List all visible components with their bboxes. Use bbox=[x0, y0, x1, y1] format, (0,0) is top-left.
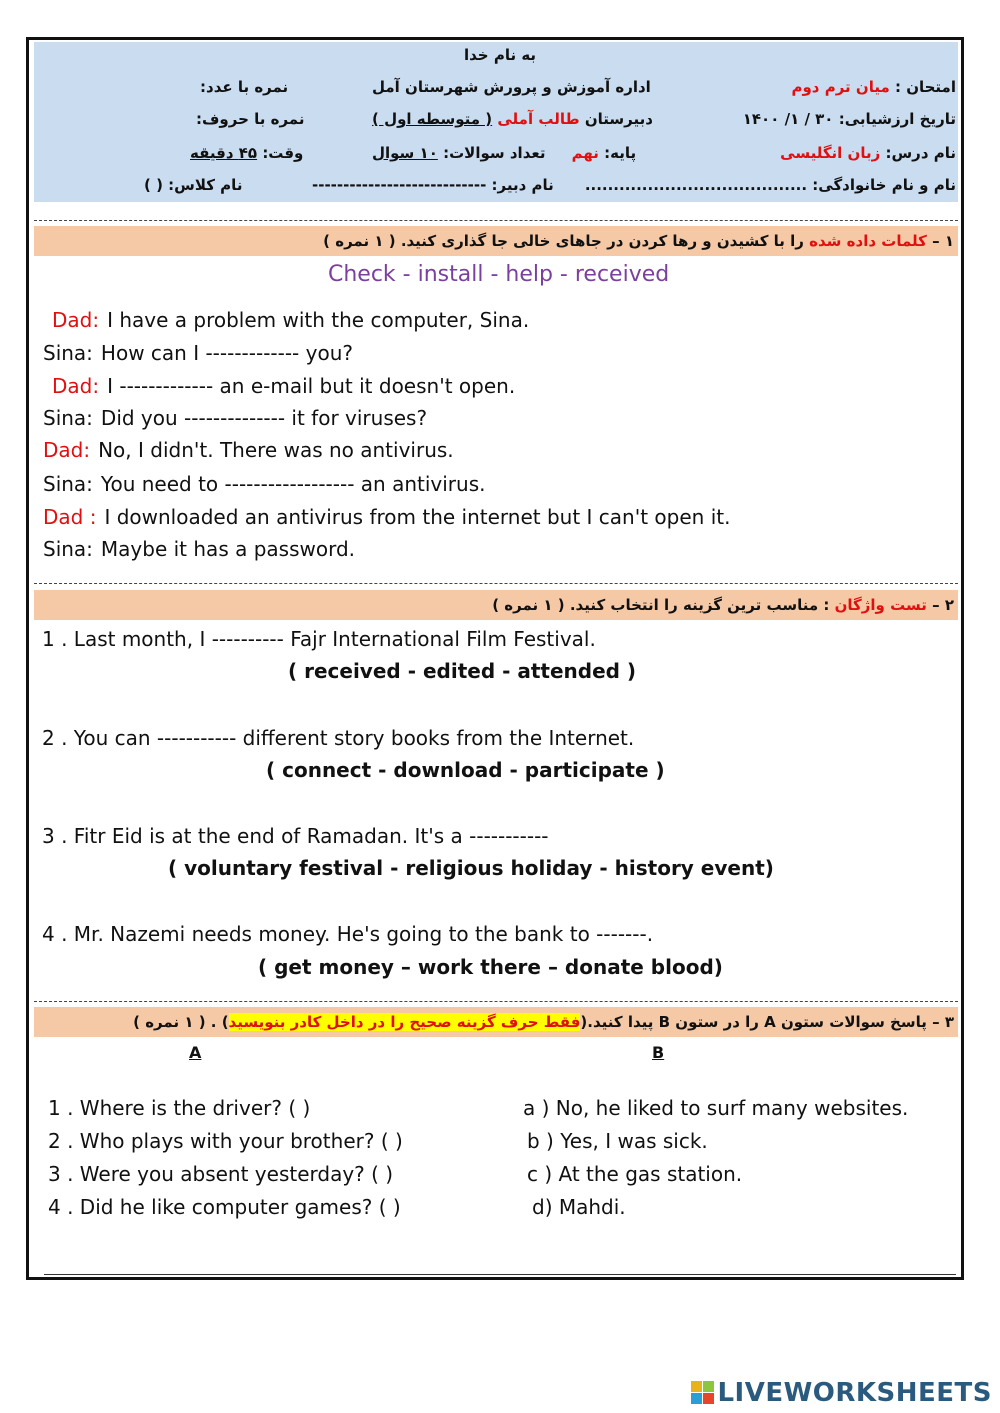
speaker: Sina: bbox=[43, 406, 93, 430]
speaker: Dad: bbox=[52, 308, 100, 332]
match-question-4[interactable]: 4 . Did he like computer games? ( ) bbox=[48, 1195, 401, 1219]
score-letters-label: نمره با حروف: bbox=[196, 110, 305, 128]
line-text[interactable]: I ------------- an e-mail but it doesn't open. bbox=[107, 374, 516, 398]
speaker: Dad: bbox=[43, 438, 91, 462]
dialogue-line bbox=[52, 308, 529, 332]
divider bbox=[34, 583, 958, 584]
subject-value: زبان انگلیسی bbox=[780, 144, 881, 162]
line-text[interactable]: Did you -------------- it for viruses? bbox=[100, 406, 428, 430]
line-text[interactable]: I downloaded an antivirus from the internet but I can't open it. bbox=[104, 505, 731, 529]
match-answer-d: d) Mahdi. bbox=[532, 1195, 626, 1219]
school-name: دبیرستان طالب آملی ( متوسطه اول ) bbox=[372, 110, 653, 128]
section-3-title: ۳ – پاسخ سوالات ستون A را در ستون B پیدا کنید.(فقط حرف گزینه صحیح را در داخل کادر بنویسید) . ( ۱ نمره ) bbox=[34, 1007, 958, 1037]
dialogue-line bbox=[52, 374, 515, 398]
line-text[interactable]: Maybe it has a password. bbox=[100, 537, 356, 561]
office-name: اداره آموزش و پرورش شهرستان آمل bbox=[372, 78, 651, 96]
exam-value: میان ترم دوم bbox=[791, 78, 890, 96]
teacher-name-field[interactable]: نام دبیر: ---------------------------- bbox=[312, 176, 554, 194]
student-name-field[interactable]: نام و نام خانوادگی: ....................................... bbox=[584, 176, 956, 194]
time-label: وقت: ۴۵ دقیقه bbox=[190, 144, 304, 162]
question-2: 2 . You can ----------- different story books from the Internet. bbox=[42, 726, 635, 750]
subject-label: نام درس: زبان انگلیسی bbox=[780, 144, 956, 162]
grade-value: نهم bbox=[571, 144, 599, 162]
speaker: Sina: bbox=[43, 472, 93, 496]
match-question-1[interactable]: 1 . Where is the driver? ( ) bbox=[48, 1096, 311, 1120]
exam-label: امتحان : میان ترم دوم bbox=[791, 78, 956, 96]
line-text[interactable]: You need to ------------------ an antivirus. bbox=[100, 472, 486, 496]
match-answer-b: b ) Yes, I was sick. bbox=[527, 1129, 708, 1153]
options-3[interactable]: ( voluntary festival - religious holiday - history event) bbox=[168, 856, 774, 880]
match-answer-c: c ) At the gas station. bbox=[527, 1162, 743, 1186]
class-name-field[interactable]: نام کلاس: ( ) bbox=[144, 176, 243, 194]
bottom-rule bbox=[44, 1274, 956, 1275]
question-count: ۱۰ سوال bbox=[372, 144, 438, 162]
liveworksheets-logo: LIVEWORKSHEETS bbox=[691, 1378, 992, 1408]
column-a-heading: A bbox=[189, 1043, 202, 1062]
time-value: ۴۵ دقیقه bbox=[190, 144, 258, 162]
section-1-title: ۱ – کلمات داده شده را با کشیدن و رها کردن در جاهای خالی جا گذاری کنید. ( ۱ نمره ) bbox=[34, 226, 958, 256]
section-2-title: ۲ – تست واژگان : مناسب ترین گزینه را انتخاب کنید. ( ۱ نمره ) bbox=[34, 590, 958, 620]
line-text[interactable]: I have a problem with the computer, Sina. bbox=[107, 308, 530, 332]
options-4[interactable]: ( get money – work there – donate blood) bbox=[258, 955, 723, 979]
speaker: Sina: bbox=[43, 341, 93, 365]
dialogue-line bbox=[43, 505, 730, 529]
speaker: Dad : bbox=[43, 505, 97, 529]
divider bbox=[34, 1001, 958, 1002]
dialogue-line bbox=[43, 438, 454, 462]
speaker: Dad: bbox=[52, 374, 100, 398]
dialogue-line bbox=[43, 341, 353, 365]
match-question-3[interactable]: 3 . Were you absent yesterday? ( ) bbox=[48, 1162, 394, 1186]
score-digits-label: نمره با عدد: bbox=[200, 78, 289, 96]
dialogue-line bbox=[43, 472, 485, 496]
line-text[interactable]: How can I ------------- you? bbox=[100, 341, 353, 365]
liveworksheets-icon bbox=[691, 1381, 715, 1405]
options-1[interactable]: ( received - edited - attended ) bbox=[288, 659, 637, 683]
word-bank[interactable]: Check - install - help - received bbox=[328, 262, 670, 287]
speaker: Sina: bbox=[43, 537, 93, 561]
match-question-2[interactable]: 2 . Who plays with your brother? ( ) bbox=[48, 1129, 403, 1153]
dialogue-line bbox=[43, 406, 427, 430]
date-label: تاریخ ارزشیابی: ۳۰ / ۱/ ۱۴۰۰ bbox=[742, 110, 956, 128]
line-text[interactable]: No, I didn't. There was no antivirus. bbox=[98, 438, 454, 462]
bismillah: به نام خدا bbox=[464, 46, 537, 64]
question-1: 1 . Last month, I ---------- Fajr International Film Festival. bbox=[42, 627, 596, 651]
options-2[interactable]: ( connect - download - participate ) bbox=[266, 758, 665, 782]
divider bbox=[34, 220, 958, 221]
match-answer-a: a ) No, he liked to surf many websites. bbox=[523, 1096, 909, 1120]
dialogue-line bbox=[43, 537, 355, 561]
column-b-heading: B bbox=[652, 1043, 665, 1062]
question-3: 3 . Fitr Eid is at the end of Ramadan. It's a ----------- bbox=[42, 824, 549, 848]
grade-and-count: پایه: نهم تعداد سوالات: ۱۰ سوال bbox=[372, 144, 637, 162]
date-value: ۳۰ / ۱/ ۱۴۰۰ bbox=[742, 110, 834, 128]
question-4: 4 . Mr. Nazemi needs money. He's going to the bank to -------. bbox=[42, 922, 654, 946]
